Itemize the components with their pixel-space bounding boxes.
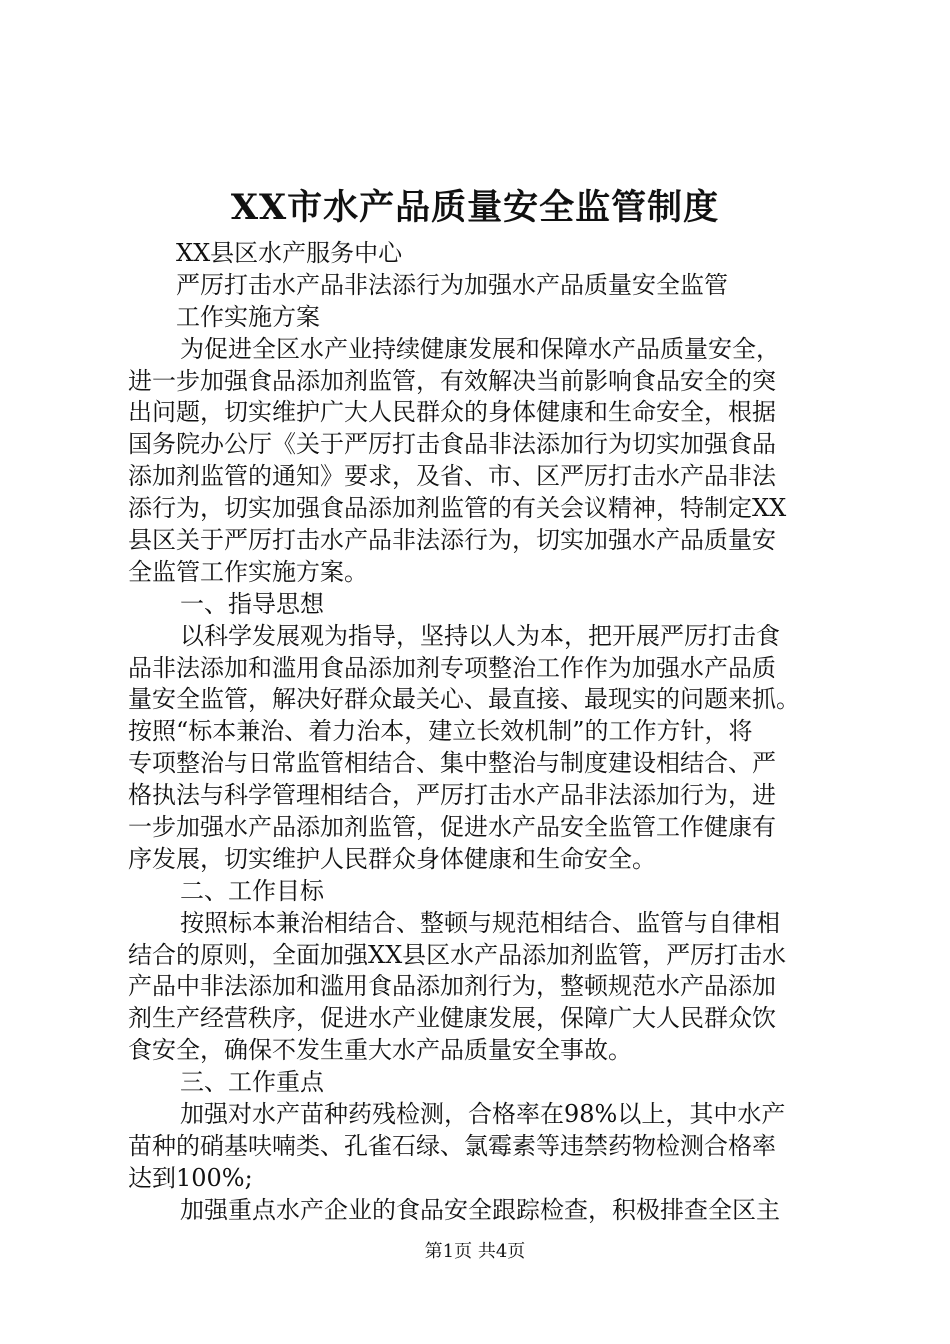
- body-line: 量安全监管，解决好群众最关心、最直接、最现实的问题来抓。: [128, 685, 800, 714]
- document-body: [128, 238, 842, 1227]
- body-line: 出问题，切实维护广大人民群众的身体健康和生命安全，根据: [128, 398, 776, 427]
- body-line: 按照标本兼治相结合、整顿与规范相结合、监管与自律相: [180, 908, 780, 937]
- body-line: 品非法添加和滥用食品添加剂专项整治工作作为加强水产品质: [128, 653, 776, 682]
- body-line: 产品中非法添加和滥用食品添加剂行为，整顿规范水产品添加: [128, 972, 776, 1001]
- body-line: 严厉打击水产品非法添行为加强水产品质量安全监管: [176, 270, 728, 299]
- section-heading: 三、工作重点: [180, 1068, 324, 1097]
- body-line: 进一步加强食品添加剂监管，有效解决当前影响食品安全的突: [128, 366, 776, 395]
- body-line: 结合的原则，全面加强XX县区水产品添加剂监管，严厉打击水: [128, 940, 787, 969]
- body-line: 加强对水产苗种药残检测，合格率在98%以上，其中水产: [180, 1100, 786, 1129]
- section-heading: 一、指导思想: [180, 589, 324, 618]
- body-line: 添行为，切实加强食品添加剂监管的有关会议精神，特制定XX: [128, 494, 787, 523]
- section-heading: 二、工作目标: [180, 876, 324, 905]
- body-line: 全监管工作实施方案。: [128, 557, 368, 586]
- body-line: 县区关于严厉打击水产品非法添行为，切实加强水产品质量安: [128, 526, 776, 555]
- body-line: 以科学发展观为指导，坚持以人为本，把开展严厉打击食: [180, 621, 780, 650]
- page-footer: 第1页 共4页: [424, 1241, 526, 1262]
- body-line: 国务院办公厅《关于严厉打击食品非法添加行为切实加强食品: [128, 430, 776, 459]
- body-line: 添加剂监管的通知》要求，及省、市、区严厉打击水产品非法: [128, 462, 776, 491]
- body-line: 序发展，切实维护人民群众身体健康和生命安全。: [128, 844, 656, 873]
- body-line: 为促进全区水产业持续健康发展和保障水产品质量安全，: [180, 334, 780, 363]
- body-line: 苗种的硝基呋喃类、孔雀石绿、氯霉素等违禁药物检测合格率: [128, 1131, 776, 1160]
- body-line: 工作实施方案: [176, 302, 320, 331]
- body-line: 格执法与科学管理相结合，严厉打击水产品非法添加行为，进: [128, 781, 776, 810]
- body-line: XX县区水产服务中心: [176, 239, 403, 267]
- document-title: XX市水产品质量安全监管制度: [230, 187, 720, 228]
- body-line: 加强重点水产企业的食品安全跟踪检查，积极排查全区主: [180, 1195, 780, 1224]
- body-line: 专项整治与日常监管相结合、集中整治与制度建设相结合、严: [128, 749, 776, 778]
- body-line: 剂生产经营秩序，促进水产业健康发展，保障广大人民群众饮: [128, 1004, 776, 1033]
- body-line: 食安全，确保不发生重大水产品质量安全事故。: [128, 1036, 632, 1065]
- body-line: 按照“标本兼治、着力治本，建立长效机制”的工作方针，将: [128, 717, 753, 746]
- body-line: 一步加强水产品添加剂监管，促进水产品安全监管工作健康有: [128, 813, 776, 842]
- body-line: 达到100%;: [128, 1163, 253, 1192]
